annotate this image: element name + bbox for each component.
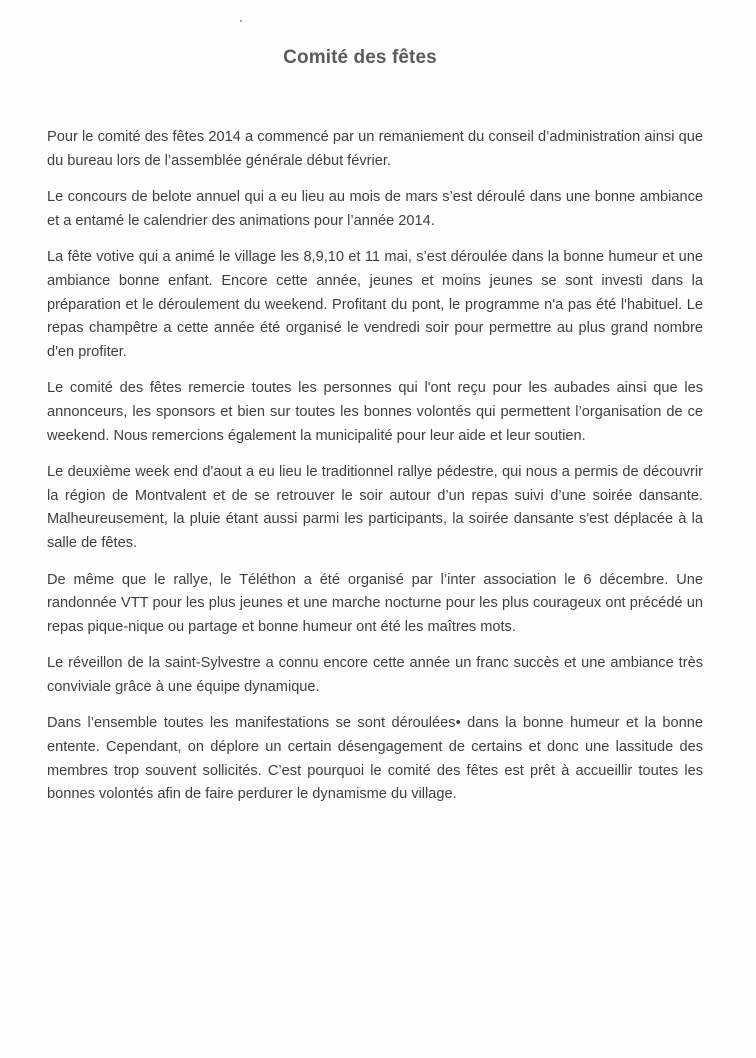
paragraph-fete-votive: La fête votive qui a animé le village les 8,9,10 et 11 mai, s’est déroulée dans la bonne humeur et une ambiance bonne enfant. Encore cette année, jeunes et moins jeunes se sont investi dans la préparation et le déroulement du weekend. Profitant du pont, le programme n'a pas été l'habituel. Le repas champêtre a cette année été organisé le vendredi soir pour permettre au plus grand nombre d'en profiter. [47, 249, 703, 360]
paragraph-telethon: De même que le rallye, le Téléthon a été organisé par l’inter association le 6 décembre. Une randonnée VTT pour les plus jeunes et une marche nocturne pour les plus courageux ont précédé un repas pique-nique ou partage et bonne humeur ont été les maîtres mots. [47, 571, 703, 635]
document-body [47, 126, 703, 820]
paragraph-conclusion: Dans l’ensemble toutes les manifestations se sont déroulées• dans la bonne humeur et la bonne entente. Cependant, on déplore un certain désengagement de certains et donc une lassitude des membres trop souvent sollicités. C’est pourquoi le comité des fêtes est prêt à accueillir toutes les bonnes volontés afin de faire perdurer le dynamisme du village. [47, 715, 703, 803]
paragraph-belote: Le concours de belote annuel qui a eu lieu au mois de mars s’est déroulé dans une bonne ambiance et a entamé le calendrier des animations pour l’année 2014. [47, 189, 703, 229]
document-title: Comité des fêtes [283, 46, 437, 68]
paragraph-bureau: Pour le comité des fêtes 2014 a commencé par un remaniement du conseil d’administration ainsi que du bureau lors de l’assemblée générale début février. [47, 129, 703, 169]
paragraph-reveillon: Le réveillon de la saint-Sylvestre a connu encore cette année un franc succès et une ambiance très conviviale grâce à une équipe dynamique. [47, 655, 703, 695]
paragraph-rallye: Le deuxième week end d'aout a eu lieu le traditionnel rallye pédestre, qui nous a permis de découvrir la région de Montvalent et de se retrouver le soir autour d’un repas suivi d’une soirée dansante. Malheureusement, la pluie étant aussi parmi les participants, la soirée dansante s'est déplacée à la salle de fêtes. [47, 464, 703, 551]
scan-speck [240, 20, 242, 22]
paragraph-remerciements: Le comité des fêtes remercie toutes les personnes qui l'ont reçu pour les aubades ainsi que les annonceurs, les sponsors et bien sur toutes les bonnes volontés qui permettent l’organisation de ce weekend. Nous remercions également la municipalité pour leur aide et leur soutien. [47, 380, 703, 444]
